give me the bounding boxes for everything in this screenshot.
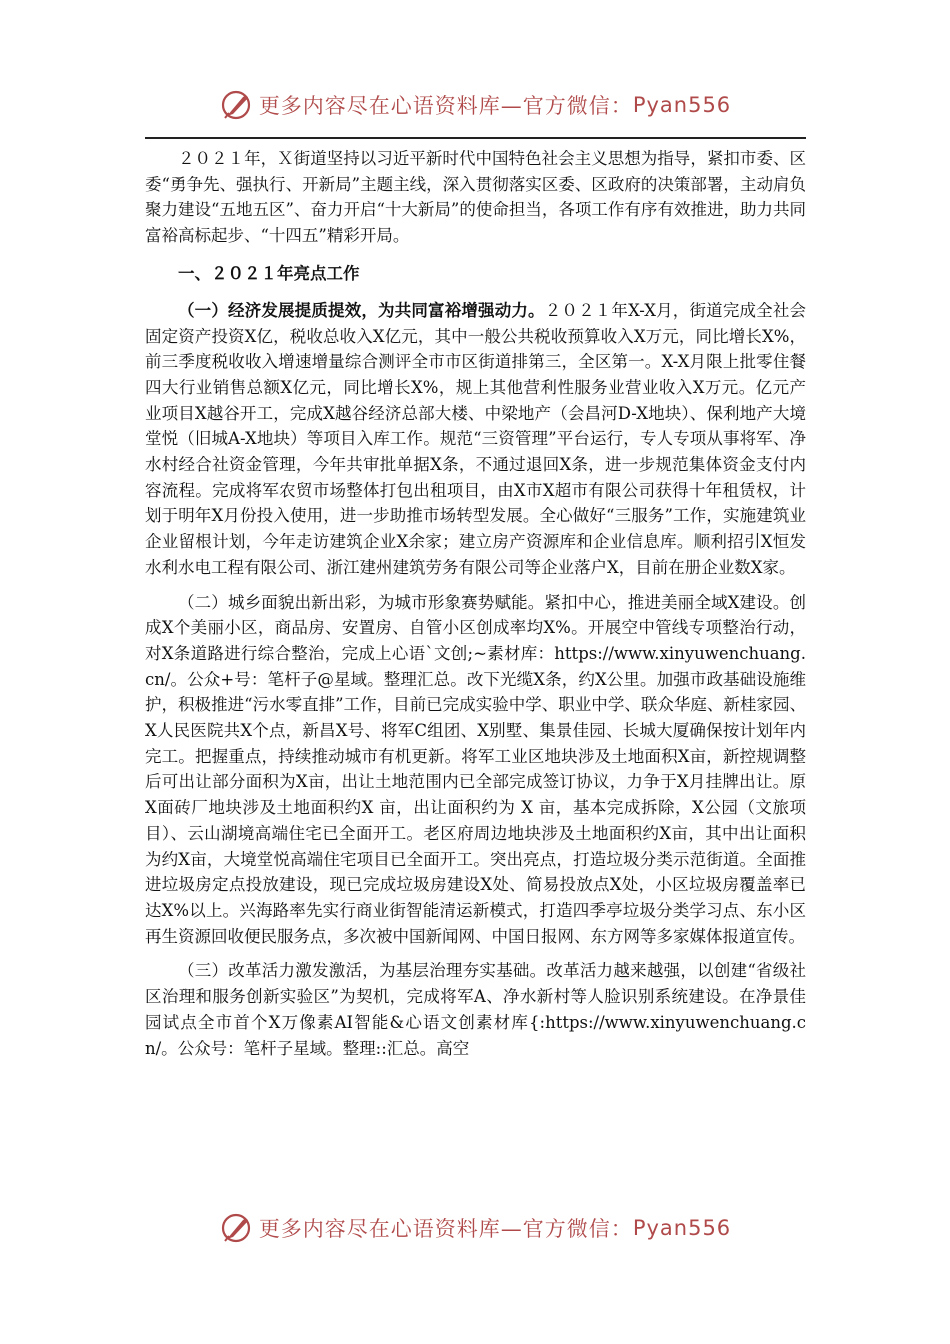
- section2-paragraph: （二）城乡面貌出新出彩，为城市形象赛势赋能。紧扣中心，推进美丽全域X建设。创成X个美丽小区，商品房、安置房、自管小区创成率均X%。开展空中管线专项整治行动，对X条道路进行综合整治，完成上心语`文创;~素材库：https://www.xinyuwenchuang.cn/。公众+号：笔杆子@星域。整理汇总。改下光缆X条，约X公里。加强市政基础设施维护，积极推进“污水零直排”工作，目前已完成实验中学、职业中学、联众华庭、新桂家园、X人民医院共X个点，新昌X号、将军C组团、X别墅、集景佳园、长城大厦确保按计划年内完工。把握重点，持续推动城市有机更新。将军工业区地块涉及土地面积X亩，新控规调整后可出让部分面积为X亩，出让土地范围内已全部完成签订协议，力争于X月挂牌出让。原X面砖厂地块涉及土地面积约X 亩，出让面积约为 X 亩，基本完成拆除，X公园（文旅项目）、云山湖境高端住宅已全面开工。老区府周边地块涉及土地面积约X亩，其中出让面积为约X亩，大境堂悦高端住宅项目已全面开工。突出亮点，打造垃圾分类示范街道。全面推进垃圾房定点投放建设，现已完成垃圾房建设X处、简易投放点X处，小区垃圾房覆盖率已达X%以上。兴海路率先实行商业街智能清运新模式，打造四季亭垃圾分类学习点、东小区再生资源回收便民服务点，多次被中国新闻网、中国日报网、东方网等多家媒体报道宣传。: [145, 592, 806, 946]
- intro-paragraph: ２０２１年，Ｘ街道坚持以习近平新时代中国特色社会主义思想为指导，紧扣市委、区委“勇争先、强执行、开新局”主题主线，深入贯彻落实区委、区政府的决策部署，主动肩负聚力建设“五地五区”、奋力开启“十大新局”的使命担当，各项工作有序有效推进，助力共同富裕高标起步、“十四五”精彩开局。: [145, 149, 806, 246]
- header-rule: [145, 137, 806, 139]
- section1-lead: （一）经济发展提质提效，为共同富裕增强动力。: [178, 300, 545, 320]
- section-heading: 一、２０２１年亮点工作: [178, 263, 360, 283]
- section3-paragraph: （三）改革活力激发激活，为基层治理夯实基础。改革活力越来越强，以创建“省级社区治理和服务创新实验区”为契机，完成将军A、净水新村等人脸识别系统建设。在净景佳园试点全市首个X万像素AI智能&心语文创素材库{:https://www.xinyuwenchuang.cn/。公众号：笔杆子星域。整理::汇总。高空: [145, 961, 806, 1058]
- section1-paragraph: [145, 298, 806, 581]
- banner-text: 更多内容尽在心语资料库—官方微信：: [258, 94, 633, 118]
- banner-wechat-id: Pyan556: [632, 1216, 732, 1240]
- banner-text: 更多内容尽在心语资料库—官方微信：: [258, 1217, 633, 1241]
- section1-body: ２０２１年X-X月，街道完成全社会固定资产投资X亿，税收总收入X亿元，其中一般公共税收预算收入X万元，同比增长X%，前三季度税收收入增速增量综合测评全市市区街道排第三，全区第一。X-X月限上批零住餐四大行业销售总额X亿元，同比增长X%，规上其他营利性服务业营业收入X万元。亿元产业项目X越谷开工，完成X越谷经济总部大楼、中梁地产（会昌河D-X地块）、保利地产大境堂悦（旧城A-X地块）等项目入库工作。规范“三资管理”平台运行，专人专项从事将军、净水村经合社资金管理，今年共审批单据X条，不通过退回X条，进一步规范集体资金支付内容流程。完成将军农贸市场整体打包出租项目，由X市X超市有限公司获得十年租赁权，计划于明年X月份投入使用，进一步助推市场转型发展。全心做好“三服务”工作，实施建筑业企业留根计划，今年走访建筑企业X余家；建立房产资源库和企业信息库。顺利招引X恒发水利水电工程有限公司、浙江建州建筑劳务有限公司等企业落户X，目前在册企业数X家。: [145, 300, 806, 577]
- banner-wechat-id: Pyan556: [632, 93, 732, 117]
- header-banner: [0, 80, 950, 130]
- document-body: [145, 146, 806, 1191]
- quill-logo-icon: [219, 88, 253, 122]
- footer-banner: [0, 1203, 950, 1253]
- quill-logo-icon: [219, 1211, 253, 1245]
